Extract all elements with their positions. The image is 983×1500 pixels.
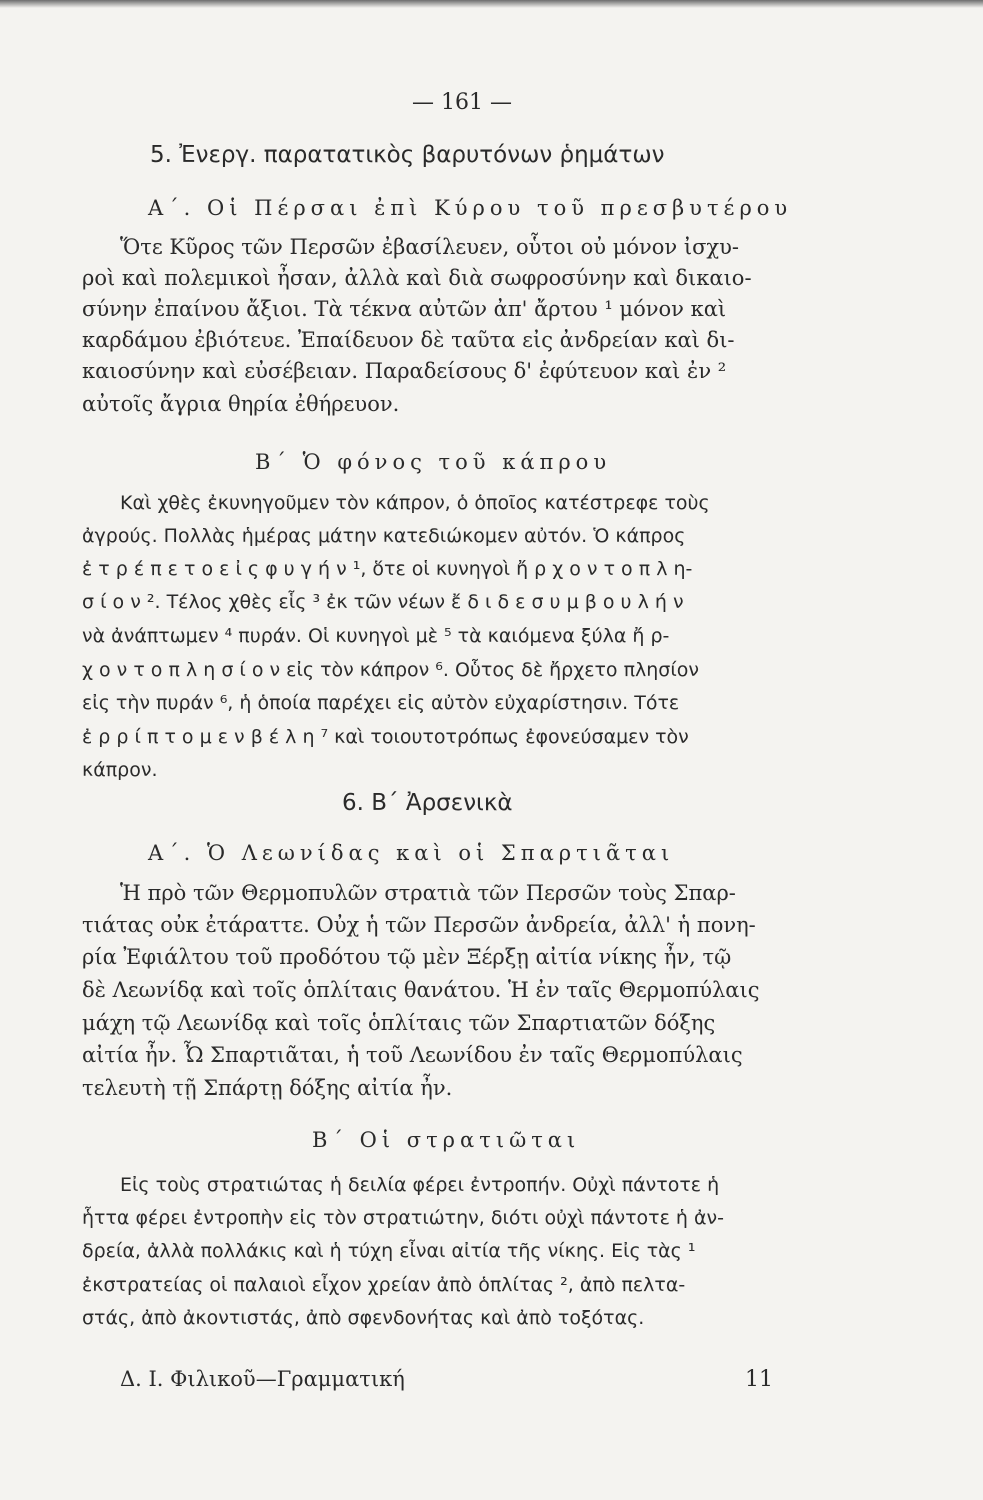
text-line: ἐ τ ρ έ π ε τ ο ε ἰ ς φ υ γ ή ν ¹, ὅτε οἱ κυνηγοὶ ἤ ρ χ ο ν τ ο π λ η- <box>82 558 693 580</box>
text-line: δὲ Λεωνίδᾳ καὶ τοῖς ὁπλίταις θανάτου. Ἡ ἐν ταῖς Θερμοπύλαις <box>82 978 760 1002</box>
section-5-subtitle-b: Β΄ Ὁ φόνος τοῦ κάπρου <box>255 450 612 474</box>
text-line: Εἰς τοὺς στρατιώτας ἡ δειλία φέρει ἐντροπήν. Οὐχὶ πάντοτε ἡ <box>120 1174 720 1196</box>
section-6-subtitle-b: Β΄ Οἱ στρατιῶται <box>312 1128 581 1152</box>
text-line: ρία Ἐφιάλτου τοῦ προδότου τῷ μὲν Ξέρξῃ αἰτία νίκης ἦν, τῷ <box>82 945 732 969</box>
text-line: εἰς τὴν πυράν ⁶, ἡ ὁποία παρέχει εἰς αὐτὸν εὐχαρίστησιν. Τότε <box>82 692 680 714</box>
text-line: ἧττα φέρει ἐντροπὴν εἰς τὸν στρατιώτην, διότι οὐχὶ πάντοτε ἡ ἀν- <box>82 1207 724 1229</box>
section-5-subtitle-a: Α΄. Οἱ Πέρσαι ἐπὶ Κύρου τοῦ πρεσβυτέρου <box>148 196 793 220</box>
text-line: σ ί ο ν ². Τέλος χθὲς εἷς ³ ἐκ τῶν νέων ἔ δ ι δ ε σ υ μ β ο υ λ ή ν <box>82 591 684 613</box>
text-line: ροὶ καὶ πολεμικοὶ ἦσαν, ἀλλὰ καὶ διὰ σωφροσύνην καὶ δικαιο- <box>82 266 752 290</box>
text-line: τιάτας οὐκ ἐτάραττε. Οὐχ ἡ τῶν Περσῶν ἀνδρεία, ἀλλ' ἡ πονη- <box>82 913 756 937</box>
text-line: κάπρον. <box>82 759 158 781</box>
section-5-heading: 5. Ἐνεργ. παρατατικὸς βαρυτόνων ῥημάτων <box>150 142 665 168</box>
text-line: καιοσύνην καὶ εὐσέβειαν. Παραδείσους δ' ἐφύτευον καὶ ἐν ² <box>82 359 727 383</box>
text-line: στάς, ἀπὸ ἀκοντιστάς, ἀπὸ σφενδονήτας καὶ ἀπὸ τοξότας. <box>82 1307 645 1329</box>
text-line: Καὶ χθὲς ἐκυνηγοῦμεν τὸν κάπρον, ὁ ὁποῖος κατέστρεφε τοὺς <box>120 492 710 514</box>
section-6-subtitle-a: Α΄. Ὁ Λεωνίδας καὶ οἱ Σπαρτιᾶται <box>148 841 675 865</box>
text-line: ἐ ρ ρ ί π τ ο μ ε ν β έ λ η ⁷ καὶ τοιουτοτρόπως ἐφονεύσαμεν τὸν <box>82 726 689 748</box>
text-line: Ἡ πρὸ τῶν Θερμοπυλῶν στρατιὰ τῶν Περσῶν τοὺς Σπαρ- <box>120 881 736 905</box>
section-6-heading: 6. Β΄ Ἀρσενικὰ <box>342 790 513 816</box>
text-line: μάχη τῷ Λεωνίδᾳ καὶ τοῖς ὁπλίταις τῶν Σπαρτιατῶν δόξης <box>82 1011 716 1035</box>
text-line: νὰ ἀνάπτωμεν ⁴ πυράν. Οἱ κυνηγοὶ μὲ ⁵ τὰ καιόμενα ξύλα ἤ ρ- <box>82 625 670 647</box>
text-line: δρεία, ἀλλὰ πολλάκις καὶ ἡ τύχη εἶναι αἰτία τῆς νίκης. Εἰς τὰς ¹ <box>82 1240 696 1262</box>
text-line: σύνην ἐπαίνου ἄξιοι. Τὰ τέκνα αὐτῶν ἀπ' ἄρτου ¹ μόνον καὶ <box>82 297 727 321</box>
text-line: τελευτὴ τῇ Σπάρτῃ δόξης αἰτία ἦν. <box>82 1076 453 1100</box>
text-line: αὐτοῖς ἄγρια θηρία ἐθήρευον. <box>82 392 400 416</box>
text-line: ἀγρούς. Πολλὰς ἡμέρας μάτην κατεδιώκομεν αὐτόν. Ὁ κάπρος <box>82 525 686 547</box>
page-number: — 161 — <box>412 90 512 115</box>
footer-author: Δ. Ι. Φιλικοῦ—Γραμματική <box>120 1367 405 1391</box>
text-line: Ὅτε Κῦρος τῶν Περσῶν ἐβασίλευεν, οὗτοι οὐ μόνον ἰσχυ- <box>120 235 739 259</box>
text-line: καρδάμου ἐβιότευε. Ἐπαίδευον δὲ ταῦτα εἰς ἀνδρείαν καὶ δι- <box>82 328 735 352</box>
text-line: ἐκστρατείας οἱ παλαιοὶ εἶχον χρείαν ἀπὸ ὁπλίτας ², ἀπὸ πελτα- <box>82 1274 686 1296</box>
scan-top-edge <box>0 0 983 8</box>
text-line: χ ο ν τ ο π λ η σ ί ο ν εἰς τὸν κάπρον ⁶. Οὗτος δὲ ἤρχετο πλησίον <box>82 659 700 681</box>
signature-number: 11 <box>745 1367 773 1392</box>
text-line: αἰτία ἦν. Ὦ Σπαρτιᾶται, ἡ τοῦ Λεωνίδου ἐν ταῖς Θερμοπύλαις <box>82 1043 743 1067</box>
